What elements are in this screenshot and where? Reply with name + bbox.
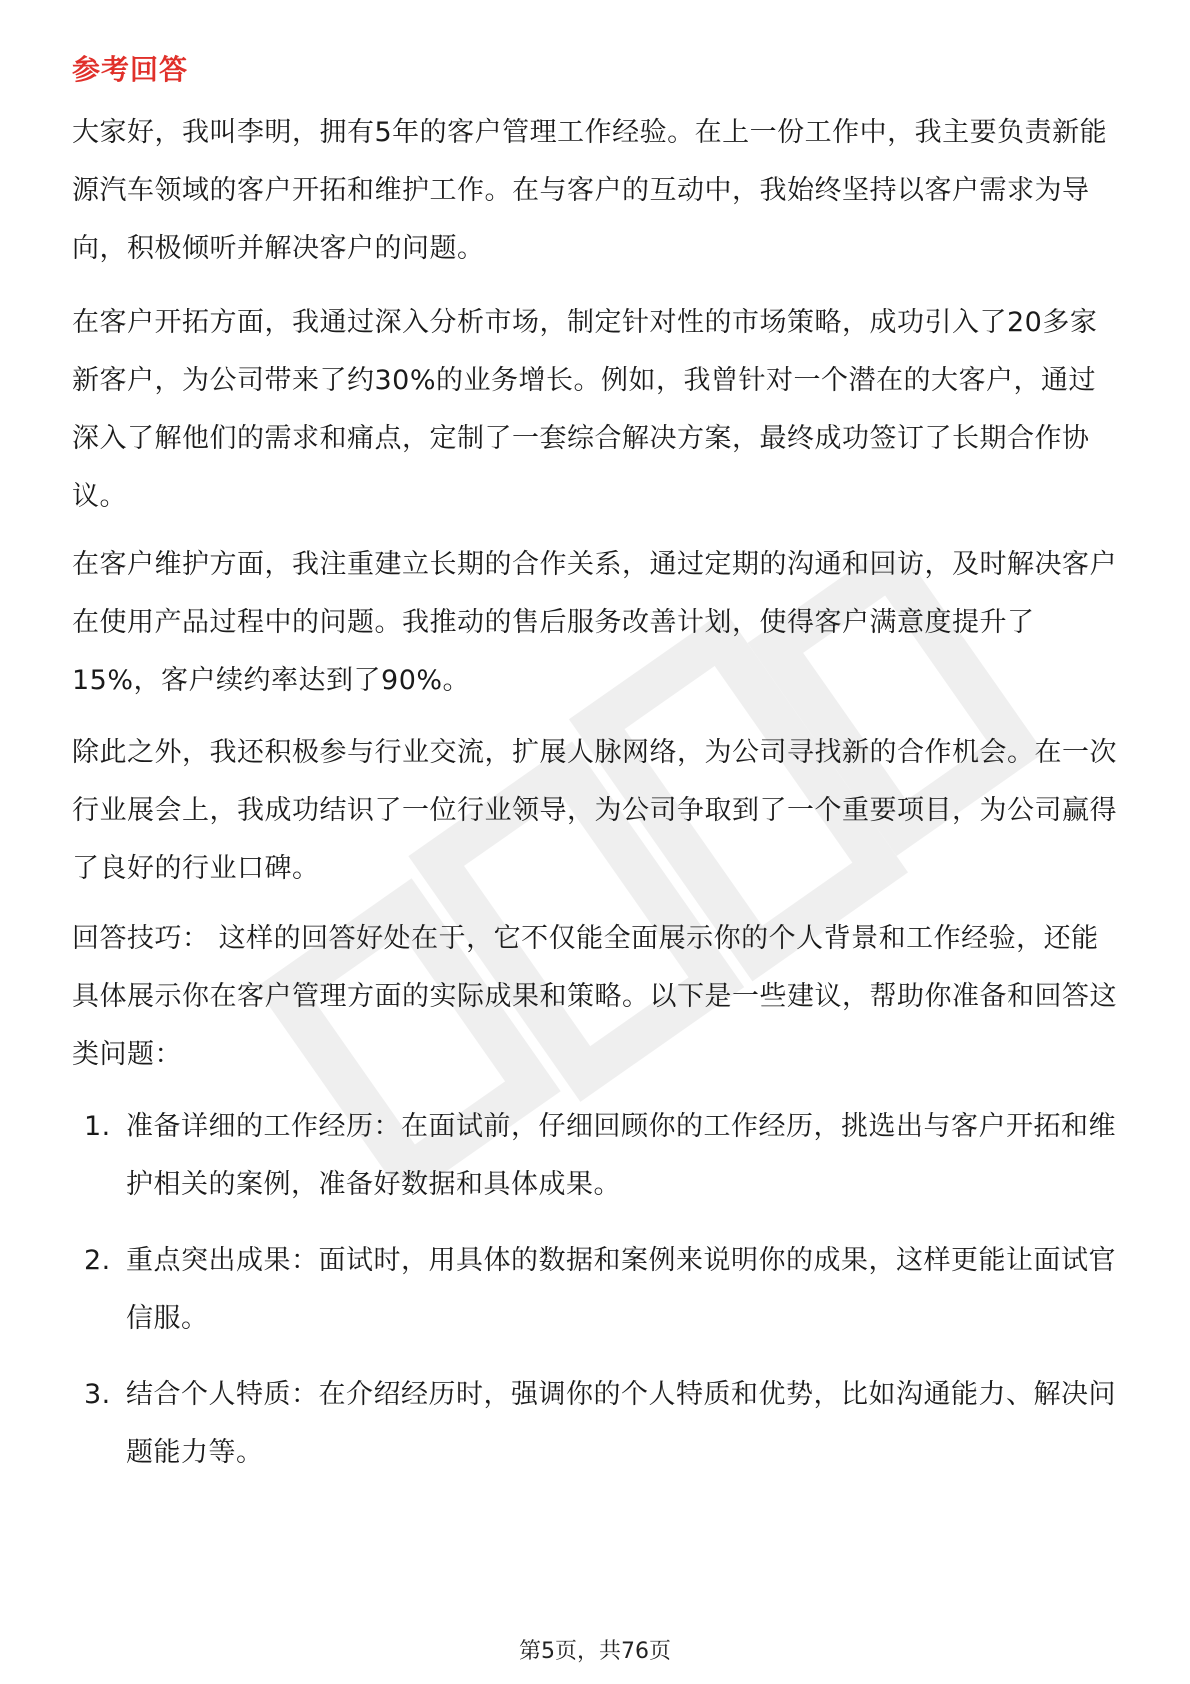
list-item xyxy=(84,1232,1124,1348)
list-number: 3. xyxy=(84,1379,111,1410)
list-text: 重点突出成果：面试时，用具体的数据和案例来说明你的成果，这样更能让面试官信服。 xyxy=(126,1245,1116,1334)
paragraph-answer-tips: 回答技巧： 这样的回答好处在于，它不仅能全面展示你的个人背景和工作经验，还能具体展示你在客户管理方面的实际成果和策略。以下是一些建议，帮助你准备和回答这类问题： xyxy=(72,923,1117,1070)
section-heading: 参考回答 xyxy=(72,53,189,86)
list-number: 1. xyxy=(84,1111,111,1142)
paragraph-client-development: 在客户开拓方面，我通过深入分析市场，制定针对性的市场策略，成功引入了20多家新客户，为公司带来了约30%的业务增长。例如，我曾针对一个潜在的大客户，通过深入了解他们的需求和痛点，定制了一套综合解决方案，最终成功签订了长期合作协议。 xyxy=(72,307,1098,512)
list-text: 结合个人特质：在介绍经历时，强调你的个人特质和优势，比如沟通能力、解决问题能力等。 xyxy=(126,1379,1116,1468)
paragraph-client-maintenance: 在客户维护方面，我注重建立长期的合作关系，通过定期的沟通和回访，及时解决客户在使用产品过程中的问题。我推动的售后服务改善计划，使得客户满意度提升了15%，客户续约率达到了90%。 xyxy=(72,549,1117,696)
list-item xyxy=(84,1098,1124,1214)
page-footer: 第5页，共76页 xyxy=(519,1639,671,1664)
paragraph-intro: 大家好，我叫李明，拥有5年的客户管理工作经验。在上一份工作中，我主要负责新能源汽车领域的客户开拓和维护工作。在与客户的互动中，我始终坚持以客户需求为导向，积极倾听并解决客户的问题。 xyxy=(72,117,1108,264)
list-text: 准备详细的工作经历：在面试前，仔细回顾你的工作经历，挑选出与客户开拓和维护相关的案例，准备好数据和具体成果。 xyxy=(126,1111,1116,1200)
paragraph-industry-exchange: 除此之外，我还积极参与行业交流，扩展人脉网络，为公司寻找新的合作机会。在一次行业展会上，我成功结识了一位行业领导，为公司争取到了一个重要项目，为公司赢得了良好的行业口碑。 xyxy=(72,737,1117,884)
list-number: 2. xyxy=(84,1245,111,1276)
list-item xyxy=(84,1366,1124,1482)
